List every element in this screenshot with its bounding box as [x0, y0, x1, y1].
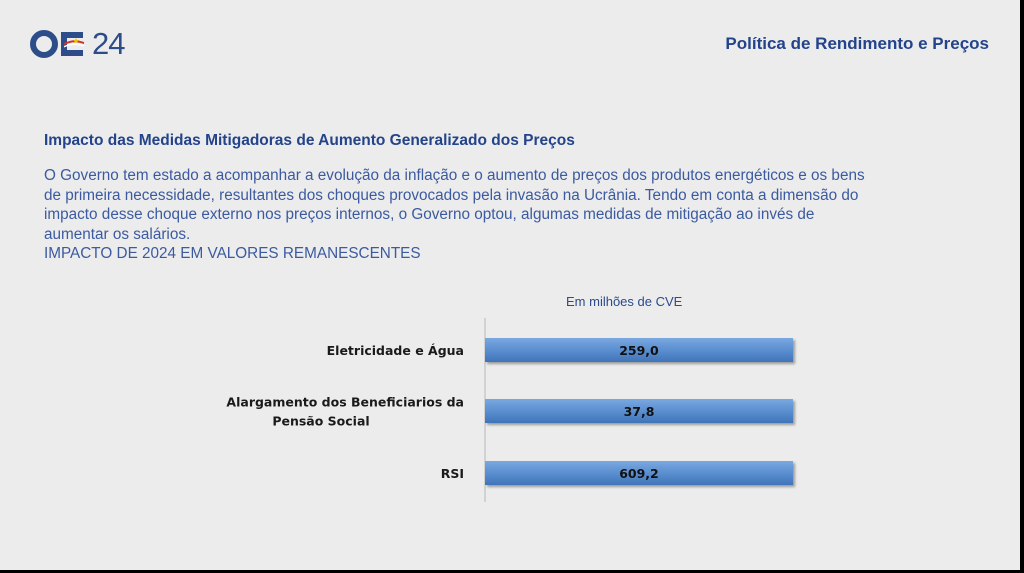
value-label-1: 37,8	[623, 404, 655, 419]
category-label-1-1: Pensão Social	[272, 413, 370, 429]
category-label-2-0: RSI	[440, 466, 464, 481]
value-label-2: 609,2	[619, 466, 659, 481]
chart-subtitle: IMPACTO DE 2024 EM VALORES REMANESCENTES	[44, 245, 421, 262]
page-title: Política de Rendimento e Preços	[725, 34, 989, 53]
category-label-0-0: Eletricidade e Água	[326, 343, 464, 358]
logo-year: 24	[92, 26, 125, 61]
chart-unit-label: Em milhões de CVE	[566, 294, 683, 309]
value-label-0: 259,0	[619, 343, 659, 358]
body-paragraph: O Governo tem estado a acompanhar a evolução da inflação e o aumento de preços dos produtos energéticos e os bens de primeira necessidade, resultantes dos choques provocados pela invasão na Ucrânia. Tendo em conta a dimensão do impacto desse choque externo nos preços internos, o Governo optou, algumas medidas de mitigação ao invés de aumentar os salários.	[44, 167, 865, 243]
category-label-1-0: Alargamento dos Beneficiarios da	[226, 394, 464, 410]
section-title: Impacto das Medidas Mitigadoras de Aumento Generalizado dos Preços	[44, 132, 575, 149]
